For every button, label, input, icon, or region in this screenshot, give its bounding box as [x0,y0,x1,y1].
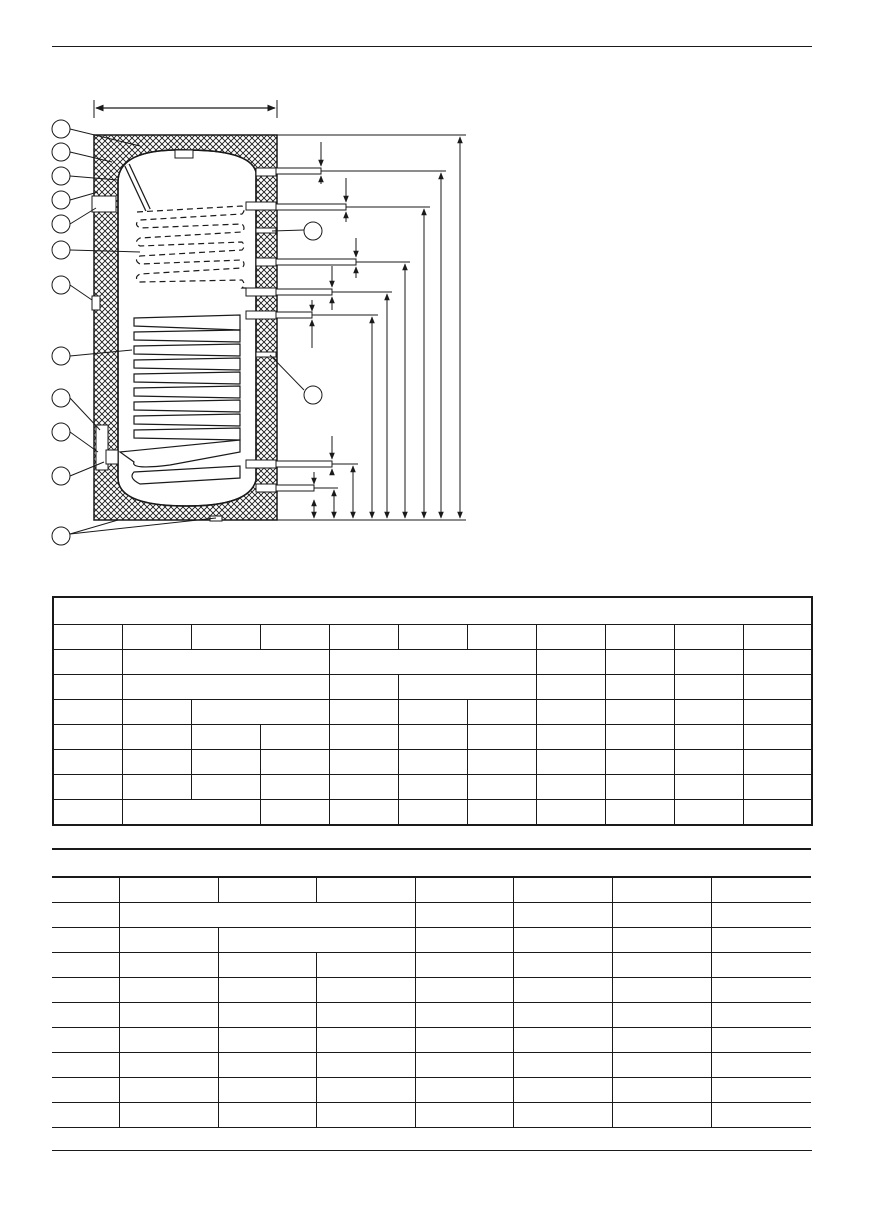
anode-rod [127,165,148,210]
table-row [52,903,811,928]
table-header-row [52,877,811,903]
table-row [52,1078,811,1103]
table-row [53,650,812,675]
table-title-row [53,597,812,625]
table-row [52,1103,811,1128]
table-row [52,978,811,1003]
table-row [52,1028,811,1053]
table-row [52,953,811,978]
table-header-row [53,625,812,650]
table-row [53,750,812,775]
callout-1 [52,120,70,138]
bottom-rule [52,1150,812,1151]
callout-2 [52,143,70,161]
upper-heat-coil [137,206,251,288]
width-dimension [94,100,277,118]
tank-cross-section-diagram [0,0,873,590]
callout-12 [52,527,70,545]
callout-9 [52,389,70,407]
callout-11 [52,467,70,485]
top-port [175,150,193,158]
callout-5 [52,215,70,233]
table-title-row [52,849,811,877]
table-row [52,1053,811,1078]
table-row [53,675,812,700]
callout-13 [304,222,322,240]
callout-14 [304,386,322,404]
table-row [53,775,812,800]
callout-6 [52,241,70,259]
table-row [52,1003,811,1028]
table-row [52,928,811,953]
table-row [53,725,812,750]
callout-3 [52,167,70,185]
callout-10 [52,423,70,441]
table-row [53,700,812,725]
spec-table-1 [52,596,813,826]
callout-8 [52,347,70,365]
table-row [53,800,812,826]
callout-4 [52,191,70,209]
lower-heat-coil [120,315,240,484]
callout-7 [52,276,70,294]
spec-table-2 [52,848,811,1128]
